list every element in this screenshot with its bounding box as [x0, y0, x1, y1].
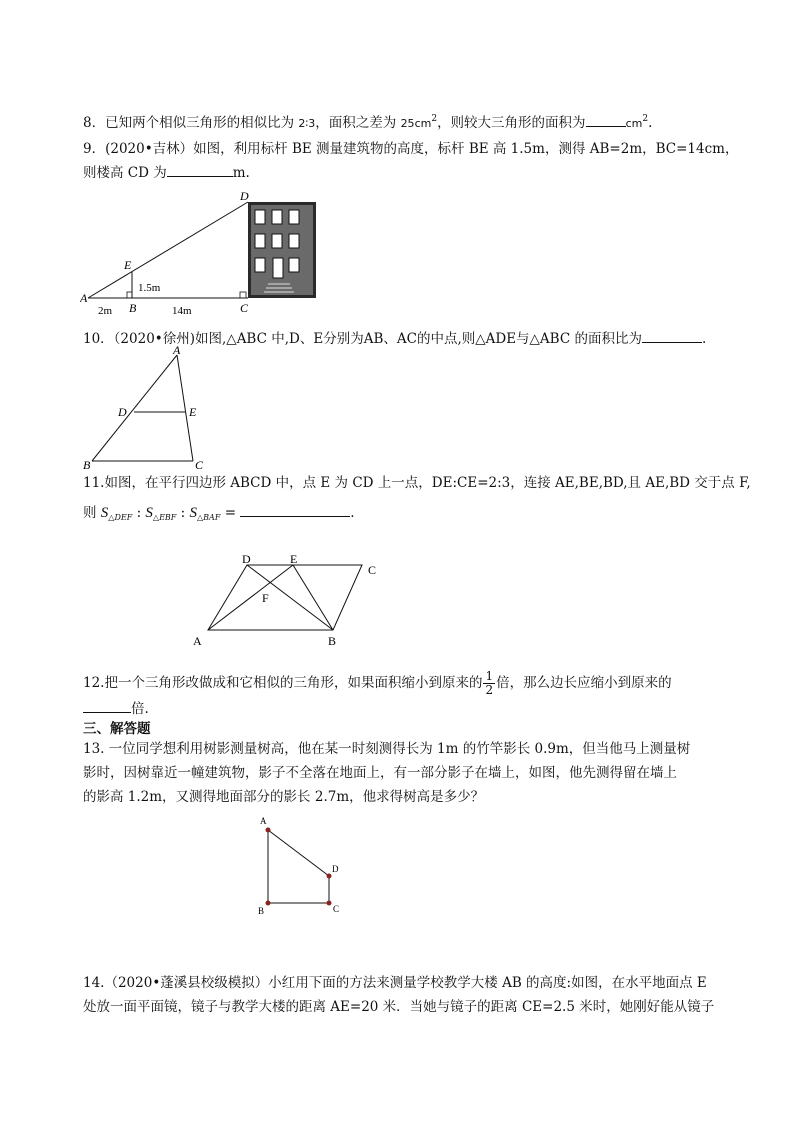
q9-window: [255, 258, 265, 272]
q8-answer-blank[interactable]: [586, 112, 626, 127]
q11-label-d: D: [242, 552, 251, 566]
q9-window: [272, 210, 282, 224]
q13-label-a: A: [260, 816, 267, 826]
q9-window: [289, 258, 299, 272]
question-9-line2: [83, 162, 250, 182]
q9-window: [272, 234, 282, 248]
q10-triangle-figure: [80, 345, 220, 475]
q9-label-c: C: [240, 301, 249, 315]
q11-label-c: C: [368, 563, 377, 577]
q11-colon1: :: [136, 505, 142, 521]
q8-sup2: 2: [642, 114, 649, 124]
q9-door: [273, 258, 283, 278]
q13-point-d: [327, 874, 332, 879]
q11-segment-ae: [208, 565, 293, 630]
question-14-line2: 处放一面平面镜，镜子与教学大楼的距离 AE=20 米．当她与镜子的距离 CE=2.5 米时，她刚好能从镜子: [83, 999, 715, 1015]
q11-label-a: A: [193, 634, 202, 648]
q12-numerator: 1: [485, 669, 494, 683]
q12-text-end: 倍.: [131, 701, 149, 717]
q11-tri3: △: [197, 513, 204, 522]
q11-s1: S: [100, 505, 109, 521]
q9-window: [255, 234, 265, 248]
q11-tri2: △: [152, 513, 160, 522]
q13-label-c: C: [333, 904, 340, 914]
q10-label-a: A: [173, 345, 181, 357]
question-11-line1: 11.如图，在平行四边形 ABCD 中，点 E 为 CD 上一点，DE:CE=2:3，连接 AE,BE,BD,且 AE,BD 交于点 F,: [83, 475, 751, 491]
q11-label-e: E: [290, 552, 298, 566]
q11-label-b: B: [328, 634, 337, 648]
question-12-line2: [83, 698, 149, 718]
q12-text-pre: 12.把一个三角形改做成和它相似的三角形，如果面积缩小到原来的: [83, 675, 483, 691]
q9-answer-blank[interactable]: [167, 162, 233, 177]
q9-text-post: m.: [232, 165, 250, 181]
q10-side-ab: [92, 355, 177, 461]
q8-ratio: 2∶3: [298, 117, 316, 130]
question-13-line2: 影时，因树靠近一幢建筑物，影子不全落在地面上，有一部分影子在墙上，如图，他先测得留在墙上: [83, 765, 677, 781]
q13-point-b: [266, 901, 271, 906]
question-9-line1: 9．(2020•吉林）如图，利用标杆 BE 测量建筑物的高度，标杆 BE 高 1.5m，测得 AB=2m，BC=14cm，: [83, 141, 739, 157]
q12-denominator: 2: [485, 683, 494, 697]
q10-text: 10．（2020•徐州)如图,△ABC 中,D、E分别为AB、AC的中点,则△ADE与△ABC 的面积比为: [83, 331, 642, 347]
q9-label-d: D: [240, 189, 249, 203]
question-14-line1: 14.（2020•蓬溪县校级模拟）小红用下面的方法来测量学校教学大楼 AB 的高度:如图，在水平地面点 E: [83, 975, 707, 991]
q11-sub2: EBF: [159, 513, 177, 522]
q12-fraction: [483, 670, 495, 697]
question-8: [83, 110, 652, 133]
q10-label-e: E: [189, 405, 197, 419]
q9-right-angle-c: [240, 292, 246, 298]
q11-answer-blank[interactable]: [240, 502, 350, 517]
q11-s3: S: [189, 505, 198, 521]
q9-label-bc: 14m: [172, 305, 192, 317]
q11-s2: S: [145, 505, 153, 521]
question-13-line1: 13. 一位同学想利用树影测量树高，他在某一时刻测得长为 1m 的竹竿影长 0.9m，但当他马上测量树: [83, 741, 691, 757]
q9-window: [289, 234, 299, 248]
q13-tree-figure: [255, 812, 355, 920]
q9-label-b: B: [129, 301, 137, 315]
q10-label-c: C: [195, 458, 204, 472]
q9-sight-line: [88, 202, 248, 298]
q10-answer-blank[interactable]: [642, 328, 702, 343]
q9-text-pre: 则楼高 CD 为: [83, 165, 167, 181]
q12-answer-blank[interactable]: [83, 698, 131, 713]
q11-text-pre: 则: [83, 505, 97, 521]
q9-window: [255, 210, 265, 224]
q10-end: .: [701, 331, 707, 347]
q8-text-post: ，则较大三角形的面积为: [437, 115, 586, 131]
q11-sub1: DEF: [114, 513, 133, 522]
q8-unit2: cm: [625, 117, 643, 130]
q9-label-ab: 2m: [98, 305, 113, 317]
q9-window: [289, 210, 299, 224]
q11-sub3: BAF: [203, 513, 221, 522]
q10-label-d: D: [118, 405, 127, 419]
q9-building-figure: [80, 188, 325, 318]
q11-colon2: :: [180, 505, 186, 521]
q12-text-post: 倍，那么边长应缩小到原来的: [496, 675, 672, 691]
q11-tri1: △: [108, 513, 115, 522]
q8-area-diff: 25: [400, 117, 415, 130]
q11-parallelogram-figure: [190, 550, 390, 650]
question-11-line2: [83, 502, 355, 527]
q11-equals: =: [224, 505, 236, 521]
q9-building: [248, 202, 316, 298]
q9-label-e: E: [124, 258, 132, 272]
q10-label-b: B: [83, 458, 91, 472]
q11-segment-be: [293, 565, 333, 630]
q13-label-b: B: [258, 906, 265, 916]
q11-label-f: F: [262, 591, 269, 605]
q13-shadow-ad: [268, 830, 329, 876]
q11-end: .: [350, 505, 355, 521]
q13-point-c: [327, 901, 332, 906]
q11-segment-bd: [247, 565, 333, 630]
section-3-title: 三、解答题: [83, 721, 151, 737]
q9-right-angle-b: [127, 292, 132, 298]
q9-label-height: 1.5m: [138, 282, 161, 294]
q8-sup: 2: [431, 114, 438, 124]
q8-unit: cm: [414, 117, 432, 130]
q8-text-pre: 8．已知两个相似三角形的相似比为: [83, 115, 299, 131]
q9-label-a: A: [80, 291, 88, 305]
q13-label-d: D: [332, 864, 339, 874]
q13-point-a: [266, 828, 271, 833]
q8-text-mid: ，面积之差为: [315, 115, 401, 131]
question-13-line3: 的影高 1.2m，又测得地面部分的影长 2.7m，他求得树高是多少？: [83, 789, 485, 805]
q11-parallelogram: [208, 565, 362, 630]
q8-end: .: [648, 115, 653, 131]
question-12-line1: [83, 670, 672, 697]
